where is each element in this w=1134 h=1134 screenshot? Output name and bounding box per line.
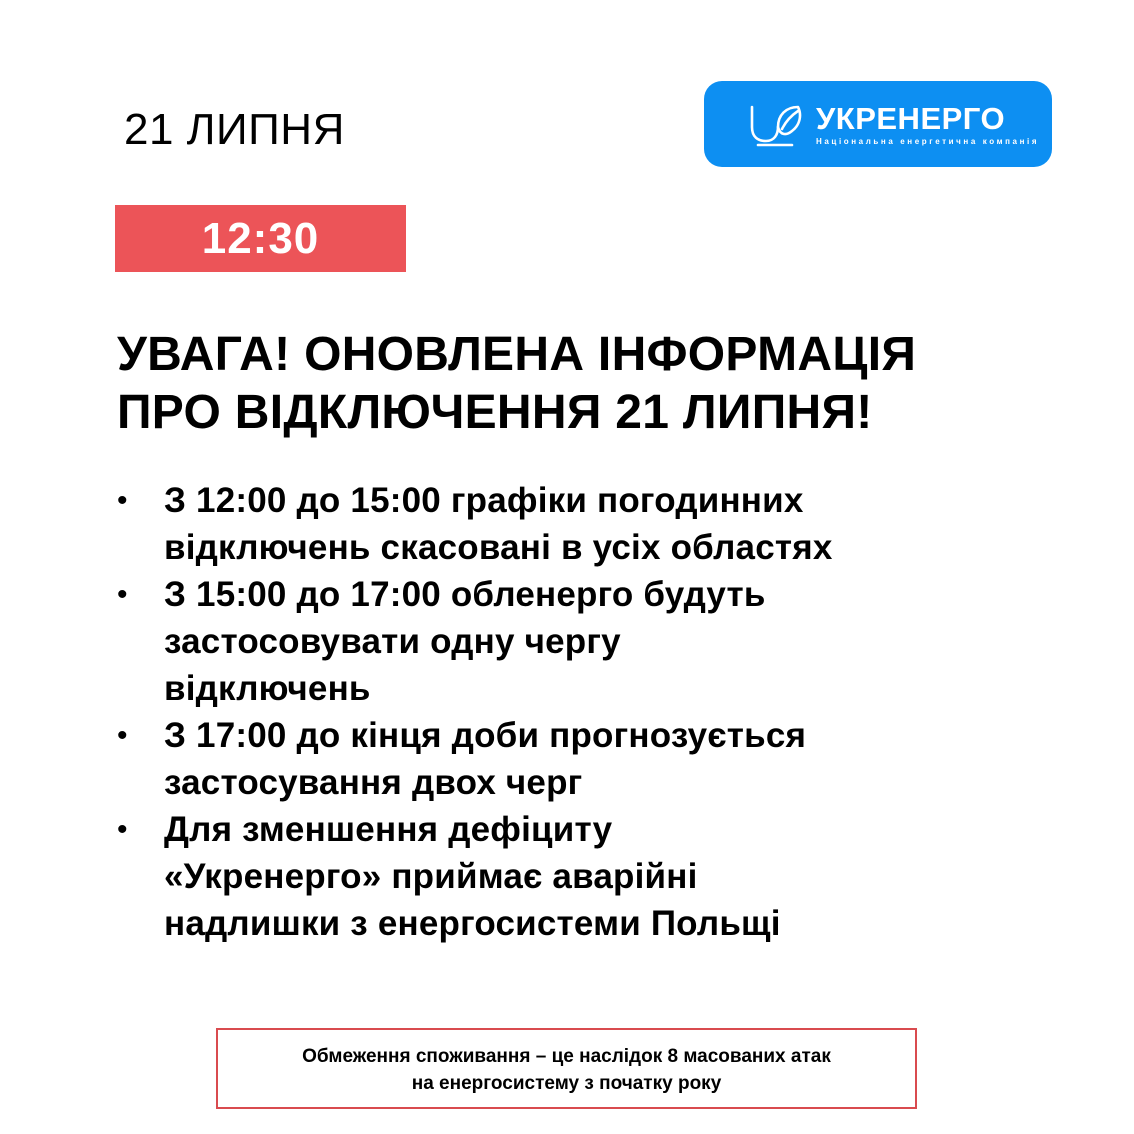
- logo-name: УКРЕНЕРГО: [816, 101, 1006, 136]
- list-item-line: З 12:00 до 15:00 графіки погодинних: [164, 481, 804, 520]
- list-item: [117, 477, 1017, 571]
- date-label: 21 ЛИПНЯ: [124, 105, 345, 154]
- list-item-line: відключень: [164, 669, 371, 708]
- bullet-marker: •: [117, 484, 128, 517]
- ukrenergo-logo-icon: [748, 101, 808, 147]
- list-item-line: З 17:00 до кінця доби прогнозується: [164, 716, 807, 755]
- headline-line: УВАГА! ОНОВЛЕНА ІНФОРМАЦІЯ: [117, 328, 917, 381]
- headline: [117, 326, 1077, 442]
- notice-line: Обмеження споживання – це наслідок 8 масованих атак: [302, 1046, 831, 1067]
- notice-box: [216, 1028, 917, 1109]
- bullet-marker: •: [117, 578, 128, 611]
- list-item: [117, 712, 1017, 806]
- headline-line: ПРО ВІДКЛЮЧЕННЯ 21 ЛИПНЯ!: [117, 386, 873, 439]
- bullet-marker: •: [117, 719, 128, 752]
- ukrenergo-logo: [704, 81, 1052, 167]
- list-item: [117, 806, 1017, 947]
- list-item-line: застосовувати одну чергу: [164, 622, 621, 661]
- logo-subtitle: Національна енергетична компанія: [816, 137, 1040, 146]
- list-item-line: застосування двох черг: [164, 763, 583, 802]
- list-item-line: З 15:00 до 17:00 обленерго будуть: [164, 575, 766, 614]
- list-item-line: Для зменшення дефіциту: [164, 810, 613, 849]
- list-item-line: «Укренерго» приймає аварійні: [164, 857, 698, 896]
- list-item: [117, 571, 1017, 712]
- list-item-line: надлишки з енергосистеми Польщі: [164, 904, 781, 943]
- time-badge: 12:30: [115, 205, 406, 272]
- bullet-list: [117, 477, 1017, 947]
- notice-line: на енергосистему з початку року: [411, 1073, 722, 1094]
- bullet-marker: •: [117, 813, 128, 846]
- list-item-line: відключень скасовані в усіх областях: [164, 528, 833, 567]
